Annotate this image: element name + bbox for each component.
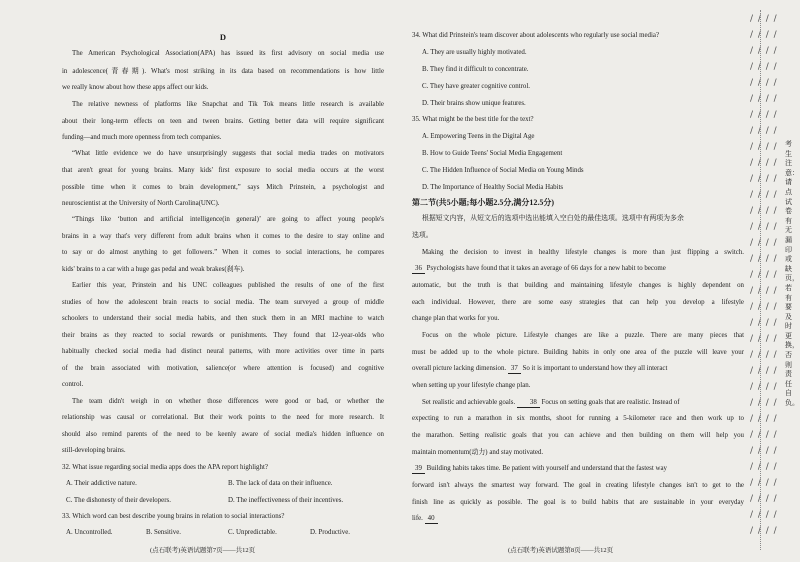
passage-line: The team didn't weigh in on whether those differences were good or bad, or whether the [72,398,384,405]
slash-marks: / / / / [750,318,778,328]
question-35-option-b[interactable]: B. How to Guide Teens' Social Media Engagement [422,150,563,157]
slash-marks: / / / / [750,286,778,296]
slash-marks: / / / / [750,222,778,232]
exam-notice: 考生注意：请点试卷有无漏印或缺页，若有要及时更换，否则责任自负。 [785,140,799,408]
passage-line: their brains as they reacted to social rewards or punishments. They found that 12-year-olds who [62,332,384,339]
question-32-option-b[interactable]: B. The lack of data on their influence. [228,480,333,487]
slash-marks: / / / / [750,414,778,424]
passage-line: of the brain associated with motivation, salience(or where attention is focused) and cognitive [62,365,384,372]
slash-marks: / / / / [750,366,778,376]
passage-line: “What little evidence we do have unsurprisingly suggests that social media trades on motivators [72,150,384,157]
cloze-line: must be added up to the whole picture. Building habits in only one area of the puzzle will leave your [412,349,744,356]
cloze-line: automatic, but the truth is that building and maintaining lifestyle changes is highly dependent on [412,282,744,289]
section-2-instruction: 根据短文内容，从短文后的选项中选出能填入空白处的最佳选项。选项中有两项为多余 [422,215,684,222]
slash-marks: / / / / [750,206,778,216]
slash-marks: / / / / [750,350,778,360]
question-33-option-b[interactable]: B. Sensitive. [146,529,182,536]
question-34-option-d[interactable]: D. Their brains show unique features. [422,100,526,107]
question-34-stem: 34. What did Prinstein's team discover about adolescents who regularly use social media? [412,32,660,39]
cut-line [760,10,761,550]
question-32-stem: 32. What issue regarding social media apps does the APA report highlight? [62,464,268,471]
passage-line: Earlier this year, Prinstein and his UNC colleagues published the results of one of the first [72,282,384,289]
question-35-option-c[interactable]: C. The Hidden Influence of Social Media on Young Minds [422,167,584,174]
passage-line: neuroscientist at the University of North Carolina(UNC). [62,200,220,207]
cloze-line: Focus on the whole picture. Lifestyle changes are like a puzzle. There are many pieces that [422,332,744,339]
question-33-option-a[interactable]: A. Uncontrolled. [66,529,113,536]
slash-marks: / / / / [750,14,778,24]
passage-line: brains in a way that's very different from adult brains when it comes to the desire to stay online and [62,233,384,240]
blank-36[interactable]: 36 [412,264,425,274]
question-34-option-a[interactable]: A. They are usually highly motivated. [422,49,527,56]
slash-marks: / / / / [750,526,778,536]
slash-marks: / / / / [750,398,778,408]
cloze-line: 36 Psychologists have found that it takes an average of 66 days for a new habit to become [412,264,744,274]
slash-marks: / / / / [750,238,778,248]
passage-line: “Things like ‘button and artificial intelligence(in general)’ are going to affect young people's [72,216,384,223]
passage-line: in adolescence(青春期). What's most striking in its data based on recommendations is how little [62,68,384,75]
slash-marks: / / / / [750,446,778,456]
slash-marks: / / / / [750,158,778,168]
passage-line: possible time when it comes to brain development,” says Mitch Prinstein, a psychologist and [62,184,384,191]
cloze-line: the marathon. Setting realistic goals that you can achieve and then building on them will help you [412,432,744,439]
slash-marks: / / / / [750,190,778,200]
slash-marks: / / / / [750,334,778,344]
passage-line: we really know about how these apps affect our kids. [62,84,209,91]
cloze-line: each individual. However, there are some easy strategies that can help you develop a lifestyle [412,299,744,306]
cloze-line: Making the decision to invest in healthy lifestyle changes is more than just flipping a switch. [422,249,744,256]
cloze-line: overall picture lacking dimension. 37 So it is important to understand how they all interact [412,365,668,372]
passage-line: The American Psychological Association(APA) has issued its first advisory on social media use [72,50,384,57]
question-35-stem: 35. What might be the best title for the text? [412,116,534,123]
passage-line: to say or do almost anything to get followers.” When it comes to social interactions, he compares [62,249,384,256]
slash-marks: / / / / [750,62,778,72]
passage-line: studies of how the adolescent brain reacts to social media. The team surveyed a group of middle [62,299,384,306]
question-34-option-b[interactable]: B. They find it difficult to concentrate. [422,66,529,73]
slash-marks: / / / / [750,30,778,40]
slash-marks: / / / / [750,430,778,440]
passage-line: that aren't great for young brains. Many kids' first exposure to social media occurs at the worst [62,167,384,174]
question-35-option-a[interactable]: A. Empowering Teens in the Digital Age [422,133,535,140]
passage-label: D [219,33,227,42]
cloze-line: 39 Building habits takes time. Be patient with yourself and understand that the fastest way [412,464,744,474]
passage-line: funding—and much more openness from tech companies. [62,134,222,141]
slash-marks: / / / / [750,142,778,152]
question-33-option-d[interactable]: D. Productive. [310,529,350,536]
slash-marks: / / / / [750,46,778,56]
cloze-line: forward isn't always the smartest way forward. The goal in creating lifestyle changes isn't to get to the [412,482,744,489]
question-33-option-c[interactable]: C. Unpredictable. [228,529,277,536]
cloze-line: life. 40 [412,514,744,524]
question-32-option-c[interactable]: C. The dishonesty of their developers. [66,497,171,504]
cloze-line: when setting up your lifestyle change plan. [412,382,531,389]
slash-marks: / / / / [750,78,778,88]
slash-marks: / / / / [750,494,778,504]
passage-line: should also remind parents of the need to be keenly aware of social media's hidden influence on [62,431,384,438]
passage-line: The relative newness of platforms like Snapchat and Tik Tok means little research is available [72,101,384,108]
question-32-option-d[interactable]: D. The ineffectiveness of their incentives. [228,497,344,504]
cloze-line: Set realistic and achievable goals. 38 Focus on setting goals that are realistic. Instead of [422,399,680,406]
blank-37[interactable]: 37 [508,364,521,374]
slash-marks: / / / / [750,126,778,136]
question-32-option-a[interactable]: A. Their addictive nature. [66,480,137,487]
passage-line: control. [62,381,84,388]
blank-38[interactable]: 38 [517,398,540,408]
slash-marks: / / / / [750,462,778,472]
passage-line: relationship was causal or correlational. But their work points to the need for more research. It [62,414,384,421]
cloze-line: expecting to run a marathon in six months, shoot for running a 5-kilometer race and then work up to [412,415,744,422]
cloze-line: change plan that works for you. [412,315,500,322]
cloze-line: finish line as quickly as possible. The goal is to build habits that are sustainable in your everyday [412,499,744,506]
passage-line: kids' brains to a car with a huge gas pedal and weak brakes(刹车). [62,266,245,273]
section-2-title: 第二节(共5小题;每小题2.5分,满分12.5分) [412,198,554,207]
passage-line: still-developing brains. [62,447,126,454]
slash-marks: / / / / [750,478,778,488]
passage-line: about their long-term effects on teen and tween brains. Getting better data will require significant [62,118,384,125]
cloze-line: maintain momentum(动力) and stay motivated. [412,449,544,456]
blank-40[interactable]: 40 [425,514,438,524]
section-2-instruction: 选项。 [412,232,433,239]
question-35-option-d[interactable]: D. The Importance of Healthy Social Media Habits [422,184,564,191]
passage-line: schoolers to understand their social media habits, and then stuck them in an MRI machine to watch [62,315,384,322]
question-34-option-c[interactable]: C. They have greater cognitive control. [422,83,530,90]
slash-marks: / / / / [750,270,778,280]
slash-marks: / / / / [750,110,778,120]
footer-page-8: (点石联考)英语试题第8页——共12页 [508,547,614,554]
slash-marks: / / / / [750,302,778,312]
slash-marks: / / / / [750,382,778,392]
blank-39[interactable]: 39 [412,464,425,474]
slash-marks: / / / / [750,254,778,264]
passage-line: habitually checked social media had distinct neural patterns, with more activities over time in parts [62,348,384,355]
footer-page-7: (点石联考)英语试题第7页——共12页 [150,547,256,554]
slash-marks: / / / / [750,510,778,520]
question-33-stem: 33. Which word can best describe young brains in relation to social interactions? [62,513,285,520]
slash-marks: / / / / [750,94,778,104]
slash-marks: / / / / [750,174,778,184]
